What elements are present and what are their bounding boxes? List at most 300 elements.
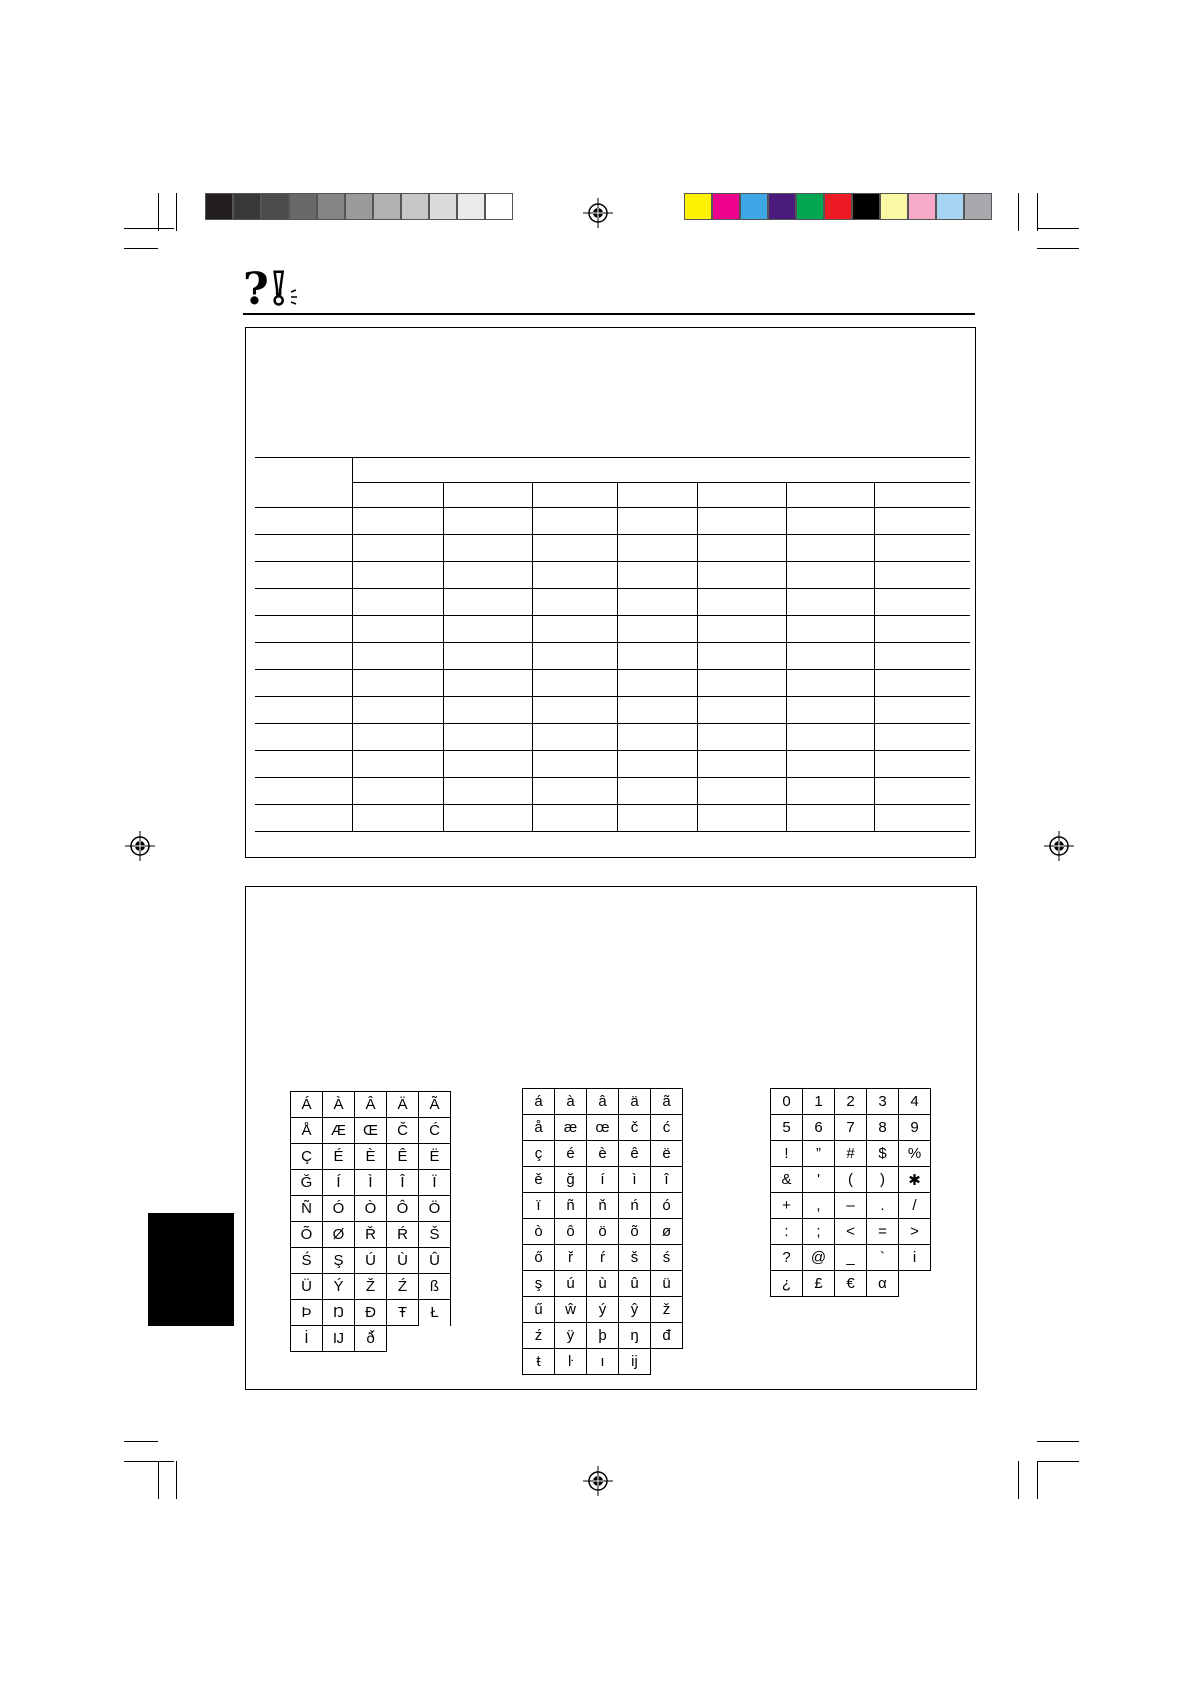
table-cell [532, 724, 617, 751]
table-cell [443, 508, 532, 535]
table-cell [786, 508, 874, 535]
section-tab-block [148, 1213, 234, 1326]
character-cell: ŷ [619, 1297, 651, 1323]
uppercase-character-grid [290, 1091, 451, 1352]
question-exclamation-icon [243, 262, 303, 310]
character-cell: å [523, 1115, 555, 1141]
character-cell: ó [651, 1193, 683, 1219]
table-cell [443, 778, 532, 805]
character-row [771, 1115, 931, 1141]
character-cell: Â [355, 1092, 387, 1118]
color-swatch [684, 193, 712, 220]
character-cell: Ú [355, 1248, 387, 1274]
character-cell: 3 [867, 1089, 899, 1115]
character-cell: š [619, 1245, 651, 1271]
color-swatch [908, 193, 936, 220]
table-cell [786, 778, 874, 805]
character-cell: Ø [323, 1222, 355, 1248]
character-cell: Č [387, 1118, 419, 1144]
table-cell [532, 535, 617, 562]
character-cell: ; [803, 1219, 835, 1245]
table-cell [874, 697, 970, 724]
character-cell: # [835, 1141, 867, 1167]
table-cell [697, 724, 786, 751]
table-cell [697, 670, 786, 697]
character-cell: Ò [355, 1196, 387, 1222]
character-cell: ě [523, 1167, 555, 1193]
table-cell [443, 751, 532, 778]
character-cell: û [619, 1271, 651, 1297]
character-cell: Þ [291, 1300, 323, 1326]
character-cell [651, 1349, 683, 1375]
character-row [523, 1297, 683, 1323]
character-cell: ü [651, 1271, 683, 1297]
character-cell: Õ [291, 1222, 323, 1248]
character-cell: Ź [387, 1274, 419, 1300]
table-row [255, 724, 970, 751]
character-cell: Ð [355, 1300, 387, 1326]
character-cell: Ŧ [387, 1300, 419, 1326]
character-cell: & [771, 1167, 803, 1193]
character-cell: Û [419, 1248, 451, 1274]
table-cell [255, 697, 352, 724]
character-cell: @ [803, 1245, 835, 1271]
table-row [255, 751, 970, 778]
character-cell: 7 [835, 1115, 867, 1141]
character-cell: ' [803, 1167, 835, 1193]
character-cell: ç [523, 1141, 555, 1167]
character-cell: % [899, 1141, 931, 1167]
character-cell: ä [619, 1089, 651, 1115]
table-cell [352, 751, 443, 778]
character-cell: ý [587, 1297, 619, 1323]
character-cell [899, 1271, 931, 1297]
table-cell [532, 616, 617, 643]
table-cell [352, 724, 443, 751]
character-cell: > [899, 1219, 931, 1245]
character-cell: ” [803, 1141, 835, 1167]
character-cell: ) [867, 1167, 899, 1193]
table-cell [352, 562, 443, 589]
character-cell: Î [387, 1170, 419, 1196]
table-cell [874, 616, 970, 643]
character-cell: è [587, 1141, 619, 1167]
table-header-cell [786, 483, 874, 508]
character-row [291, 1118, 451, 1144]
character-cell: é [555, 1141, 587, 1167]
character-row [291, 1248, 451, 1274]
character-cell: Ù [387, 1248, 419, 1274]
character-cell: ã [651, 1089, 683, 1115]
character-cell: 9 [899, 1115, 931, 1141]
table-cell [617, 805, 697, 832]
character-cell: ŵ [555, 1297, 587, 1323]
color-swatch [261, 193, 289, 220]
table-header-cell [443, 483, 532, 508]
character-cell: Ś [291, 1248, 323, 1274]
character-cell: < [835, 1219, 867, 1245]
character-cell: ì [619, 1167, 651, 1193]
registration-mark-right [1044, 831, 1074, 861]
character-cell: Å [291, 1118, 323, 1144]
table-cell [352, 643, 443, 670]
table-cell [617, 508, 697, 535]
character-cell: î [651, 1167, 683, 1193]
character-cell: Ş [323, 1248, 355, 1274]
character-cell: α [867, 1271, 899, 1297]
character-cell: ë [651, 1141, 683, 1167]
character-cell: ` [867, 1245, 899, 1271]
table-cell [255, 724, 352, 751]
character-row [291, 1144, 451, 1170]
character-cell: / [899, 1193, 931, 1219]
character-row [291, 1274, 451, 1300]
color-swatch [936, 193, 964, 220]
table-cell [255, 616, 352, 643]
table-cell [786, 697, 874, 724]
character-cell: ŧ [523, 1349, 555, 1375]
table-cell [786, 805, 874, 832]
empty-table [255, 457, 970, 832]
table-cell [443, 535, 532, 562]
character-cell: ! [771, 1141, 803, 1167]
table-row [255, 670, 970, 697]
character-cell: þ [587, 1323, 619, 1349]
table-cell [443, 724, 532, 751]
character-row [523, 1115, 683, 1141]
table-cell [874, 724, 970, 751]
character-cell: ø [651, 1219, 683, 1245]
color-swatch [852, 193, 880, 220]
character-cell: 6 [803, 1115, 835, 1141]
table-cell [443, 589, 532, 616]
table-header-cell [532, 483, 617, 508]
table-cell [352, 616, 443, 643]
character-cell: õ [619, 1219, 651, 1245]
color-swatch [768, 193, 796, 220]
character-cell: Ë [419, 1144, 451, 1170]
character-cell: ÿ [555, 1323, 587, 1349]
character-cell: Á [291, 1092, 323, 1118]
character-cell: ö [587, 1219, 619, 1245]
character-row [291, 1326, 451, 1352]
table-cell [786, 643, 874, 670]
table-cell [352, 670, 443, 697]
table-cell [352, 508, 443, 535]
table-cell [697, 805, 786, 832]
character-cell: Ü [291, 1274, 323, 1300]
table-cell [352, 589, 443, 616]
table-cell [443, 697, 532, 724]
character-row [523, 1349, 683, 1375]
table-cell [874, 643, 970, 670]
character-row [771, 1271, 931, 1297]
character-row [771, 1089, 931, 1115]
table-cell [874, 805, 970, 832]
character-cell: à [555, 1089, 587, 1115]
character-cell: ĳ [619, 1349, 651, 1375]
table-cell [617, 562, 697, 589]
character-cell: Œ [355, 1118, 387, 1144]
table-cell [617, 589, 697, 616]
color-swatch [317, 193, 345, 220]
table-cell [255, 670, 352, 697]
table-cell [697, 751, 786, 778]
character-cell: Š [419, 1222, 451, 1248]
table-cell [532, 805, 617, 832]
table-cell [697, 697, 786, 724]
character-row [523, 1245, 683, 1271]
character-cell: ß [419, 1274, 451, 1300]
table-row [255, 508, 970, 535]
character-cell: ï [523, 1193, 555, 1219]
symbol-character-grid [770, 1088, 931, 1297]
character-cell: ć [651, 1115, 683, 1141]
table-cell [786, 724, 874, 751]
character-cell: : [771, 1219, 803, 1245]
table-cell [532, 697, 617, 724]
character-row [771, 1193, 931, 1219]
character-row [291, 1196, 451, 1222]
character-cell: ű [523, 1297, 555, 1323]
character-cell: . [867, 1193, 899, 1219]
table-cell [874, 751, 970, 778]
table-cell [443, 643, 532, 670]
character-cell: Ğ [291, 1170, 323, 1196]
character-row [771, 1245, 931, 1271]
table-cell [617, 616, 697, 643]
color-swatch [373, 193, 401, 220]
color-swatch [429, 193, 457, 220]
table-cell [697, 535, 786, 562]
table-cell [255, 535, 352, 562]
character-cell: £ [803, 1271, 835, 1297]
character-cell: ? [771, 1245, 803, 1271]
character-cell: + [771, 1193, 803, 1219]
table-cell [874, 508, 970, 535]
character-cell: â [587, 1089, 619, 1115]
character-row [771, 1219, 931, 1245]
table-cell [786, 616, 874, 643]
character-cell: Ł [419, 1300, 451, 1326]
table-cell [697, 616, 786, 643]
character-cell: – [835, 1193, 867, 1219]
character-cell: Ć [419, 1118, 451, 1144]
table-cell [532, 562, 617, 589]
character-cell: ž [651, 1297, 683, 1323]
table-row [255, 805, 970, 832]
character-cell [387, 1326, 419, 1352]
svg-text:?: ? [243, 264, 269, 310]
color-swatch [401, 193, 429, 220]
table-cell [874, 589, 970, 616]
character-cell: ð̌ [355, 1326, 387, 1352]
table-cell [532, 778, 617, 805]
table-row [255, 616, 970, 643]
character-row [523, 1323, 683, 1349]
table-cell [697, 643, 786, 670]
table-cell [255, 562, 352, 589]
table-cell [697, 778, 786, 805]
table-header-cell [352, 458, 970, 483]
character-cell: Ñ [291, 1196, 323, 1222]
character-cell: Ç [291, 1144, 323, 1170]
table-cell [617, 670, 697, 697]
table-cell [874, 562, 970, 589]
character-cell: ŀ [555, 1349, 587, 1375]
character-row [523, 1193, 683, 1219]
character-cell: ¿ [771, 1271, 803, 1297]
character-row [771, 1141, 931, 1167]
table-cell [255, 805, 352, 832]
table-cell [617, 751, 697, 778]
table-cell [786, 751, 874, 778]
character-row [523, 1219, 683, 1245]
color-swatch [740, 193, 768, 220]
color-swatch [345, 193, 373, 220]
character-cell: Ï [419, 1170, 451, 1196]
character-cell: Ŋ [323, 1300, 355, 1326]
color-swatch [964, 193, 992, 220]
character-cell: 4 [899, 1089, 931, 1115]
character-cell: Í [323, 1170, 355, 1196]
character-cell: i [899, 1245, 931, 1271]
character-cell: ñ [555, 1193, 587, 1219]
lowercase-character-grid [522, 1088, 683, 1375]
character-cell: ŕ [587, 1245, 619, 1271]
table-cell [443, 562, 532, 589]
character-row [523, 1141, 683, 1167]
color-swatch [233, 193, 261, 220]
table-header-cell [697, 483, 786, 508]
character-cell: Ý [323, 1274, 355, 1300]
character-cell: 5 [771, 1115, 803, 1141]
color-swatch [457, 193, 485, 220]
registration-mark-bottom [583, 1466, 613, 1496]
table-cell [532, 643, 617, 670]
registration-mark-left [125, 831, 155, 861]
table-cell [255, 589, 352, 616]
table-row [255, 643, 970, 670]
table-cell [443, 670, 532, 697]
character-cell: Ê [387, 1144, 419, 1170]
character-cell: = [867, 1219, 899, 1245]
character-cell: Æ [323, 1118, 355, 1144]
character-row [291, 1092, 451, 1118]
character-cell: , [803, 1193, 835, 1219]
character-cell: Ž [355, 1274, 387, 1300]
character-cell: İ [291, 1326, 323, 1352]
character-cell: Ì [355, 1170, 387, 1196]
table-cell [617, 724, 697, 751]
table-cell [532, 751, 617, 778]
character-cell: ş [523, 1271, 555, 1297]
character-cell: œ [587, 1115, 619, 1141]
table-cell [786, 670, 874, 697]
character-cell: ✱ [899, 1167, 931, 1193]
table-cell [532, 670, 617, 697]
character-cell: ê [619, 1141, 651, 1167]
table-header-cell [874, 483, 970, 508]
character-cell: á [523, 1089, 555, 1115]
character-cell: 8 [867, 1115, 899, 1141]
table-row [255, 589, 970, 616]
character-cell: Ö [419, 1196, 451, 1222]
character-cell: Ŕ [387, 1222, 419, 1248]
character-cell: í [587, 1167, 619, 1193]
table-cell [443, 616, 532, 643]
color-swatch [880, 193, 908, 220]
header-rule [243, 313, 975, 315]
color-swatch [712, 193, 740, 220]
character-cell: æ [555, 1115, 587, 1141]
table-header-cell [255, 458, 352, 508]
character-cell: 0 [771, 1089, 803, 1115]
table-header-cell [352, 483, 443, 508]
character-cell: ( [835, 1167, 867, 1193]
character-cell: č [619, 1115, 651, 1141]
character-cell: ś [651, 1245, 683, 1271]
color-swatch [289, 193, 317, 220]
color-swatch [485, 193, 513, 220]
table-cell [617, 697, 697, 724]
character-cell: È [355, 1144, 387, 1170]
character-cell: ú [555, 1271, 587, 1297]
table-cell [786, 589, 874, 616]
table-cell [352, 778, 443, 805]
svg-text:!: ! [269, 264, 289, 310]
table-cell [255, 751, 352, 778]
character-row [291, 1170, 451, 1196]
character-row [523, 1271, 683, 1297]
character-cell: ò [523, 1219, 555, 1245]
character-cell: _ [835, 1245, 867, 1271]
table-row [255, 535, 970, 562]
character-row [523, 1089, 683, 1115]
character-row [523, 1167, 683, 1193]
table-cell [874, 535, 970, 562]
character-cell: Ã [419, 1092, 451, 1118]
registration-mark-top [583, 198, 613, 228]
character-cell: ń [619, 1193, 651, 1219]
table-cell [874, 778, 970, 805]
table-cell [255, 643, 352, 670]
character-cell: 2 [835, 1089, 867, 1115]
character-row [771, 1167, 931, 1193]
character-cell: € [835, 1271, 867, 1297]
character-cell: ŋ [619, 1323, 651, 1349]
table-cell [617, 535, 697, 562]
character-cell: đ [651, 1323, 683, 1349]
character-cell: ô [555, 1219, 587, 1245]
character-cell: Ä [387, 1092, 419, 1118]
table-cell [352, 697, 443, 724]
table-header-cell [617, 483, 697, 508]
character-cell: À [323, 1092, 355, 1118]
character-cell: Ô [387, 1196, 419, 1222]
character-cell: ň [587, 1193, 619, 1219]
character-cell: ı [587, 1349, 619, 1375]
table-row [255, 697, 970, 724]
character-cell: ő [523, 1245, 555, 1271]
table-cell [532, 508, 617, 535]
table-cell [786, 562, 874, 589]
character-cell: ř [555, 1245, 587, 1271]
character-row [291, 1222, 451, 1248]
character-cell: Ó [323, 1196, 355, 1222]
color-swatch [205, 193, 233, 220]
character-cell: Ĳ [323, 1326, 355, 1352]
